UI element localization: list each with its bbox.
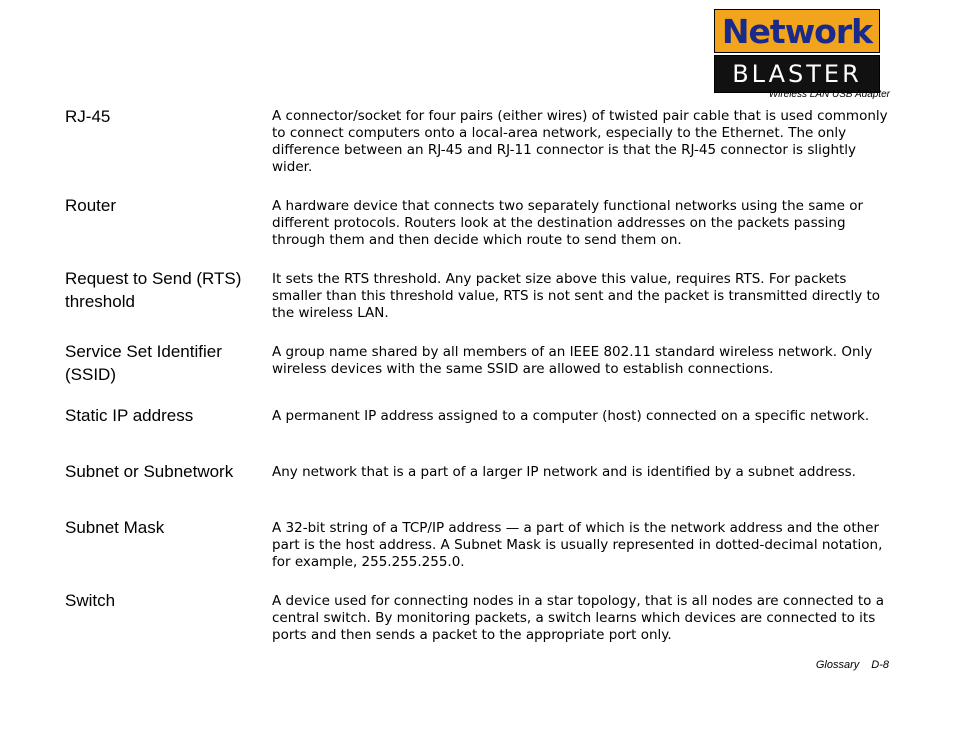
glossary-term: Static IP address <box>65 406 194 425</box>
logo-network-panel <box>714 9 880 53</box>
glossary-definition: Any network that is a part of a larger IP network and is identified by a subnet address. <box>272 464 856 480</box>
glossary-definition: A connector/socket for four pairs (either wires) of twisted pair cable that is used commonly to connect computers onto a local-area network, especially to the Ethernet. The only difference between an RJ-45 and RJ-11 connector is that the RJ-45 connector is slightly wider. <box>272 108 888 175</box>
logo-word: Network <box>721 11 873 51</box>
glossary-definition: It sets the RTS threshold. Any packet size above this value, requires RTS. For packets smaller than this threshold value, RTS is not sent and the packet is transmitted directly to the wireless LAN. <box>272 271 881 321</box>
product-subtitle: Wireless LAN USB Adapter <box>768 89 890 100</box>
footer-section: Glossary <box>815 659 860 671</box>
glossary-definition: A 32-bit string of a TCP/IP address — a part of which is the network address and the other part is the host address. A Subnet Mask is usually represented in dotted-decimal notation, for example, 255.255.255.0. <box>272 520 883 570</box>
glossary-term: Service Set Identifier (SSID) <box>65 342 222 384</box>
glossary-term: Subnet or Subnetwork <box>65 462 234 481</box>
glossary-definition: A hardware device that connects two separately functional networks using the same or different protocols. Routers look at the destination addresses on the packets passing through them and then decide which route to send them on. <box>272 198 864 248</box>
footer-page-number: D-8 <box>871 659 889 671</box>
glossary-definition: A permanent IP address assigned to a computer (host) connected on a specific network. <box>272 408 870 424</box>
glossary-term: Router <box>65 196 117 215</box>
network-blaster-logo <box>714 9 880 93</box>
glossary-definition: A group name shared by all members of an IEEE 802.11 standard wireless network. Only wireless devices with the same SSID are allowed to establish connections. <box>272 344 873 377</box>
glossary-term: Switch <box>65 591 116 610</box>
glossary-term: Subnet Mask <box>65 518 165 537</box>
page-footer <box>816 659 889 671</box>
glossary-definition: A device used for connecting nodes in a star topology, that is all nodes are connected to a central switch. By monitoring packets, a switch learns which devices are connected to its ports and then sends a packet to the appropriate port only. <box>272 593 884 643</box>
glossary-term: Request to Send (RTS) threshold <box>65 269 242 311</box>
logo-blaster-panel <box>714 55 880 93</box>
logo-brand: BLASTER <box>732 60 862 88</box>
glossary-term: RJ-45 <box>65 107 111 126</box>
